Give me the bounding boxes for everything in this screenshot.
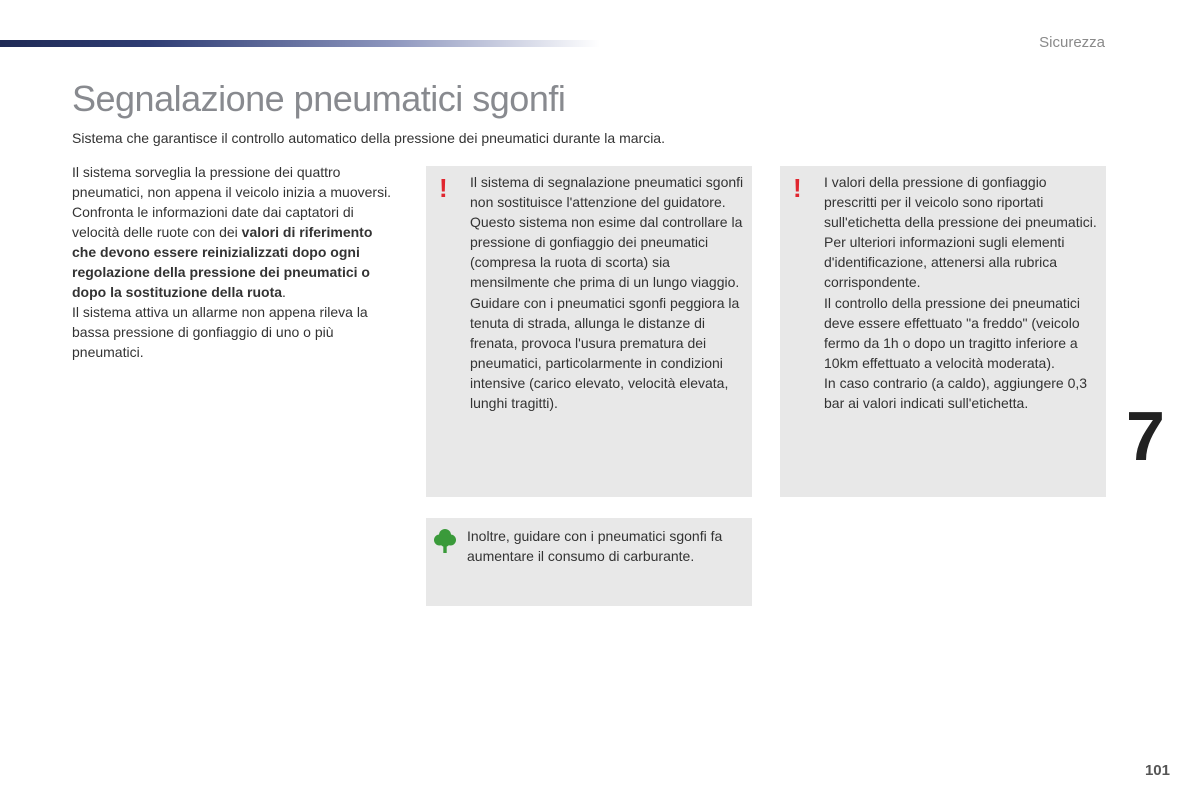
exclamation-icon: ! [439,173,448,203]
header-gradient-bar [0,40,600,47]
warning-text: Il sistema di segnalazione pneumatici sgonfi non sostituisce l'attenzione del guidatore. Questo sistema non esime dal controllare la pressione di gonfiaggio dei pneumatici (compresa la ruota di scorta) sia mensilmente che prima di un lungo viaggio. Guidare con i pneumatici sgonfi peggiora la tenuta di strada, allunga le distanze di frenata, provoca l'usura prematura dei pneumatici, particolarmente in condizioni intensive (carico elevato, velocità elevata, lunghi tragitti). [470,174,744,412]
exclamation-icon: ! [793,173,802,203]
intro-text: Sistema che garantisce il controllo automatico della pressione dei pneumatici durante la marcia. [72,130,665,146]
section-title: Sicurezza [1039,34,1105,51]
paragraph: Confronta le informazioni date dai captatori di velocità delle ruote con dei valori di riferimento che devono essere reinizializzati dopo ogni regolazione della pressione dei pneumatici o dopo la sostituzione della ruota. [72,204,373,300]
paragraph: Il sistema sorveglia la pressione dei quattro pneumatici, non appena il veicolo inizia a muoversi. [72,164,392,200]
tree-icon [434,528,456,554]
warning-text: I valori della pressione di gonfiaggio prescritti per il veicolo sono riportati sull'etichetta della pressione dei pneumatici. Per ulteriori informazioni sugli elementi d'identificazione, attenersi alla rubrica corrispondente. Il controllo della pressione dei pneumatici deve essere effettuato "a freddo" (veicolo fermo da 1h o dopo un tragitto inferiore a 10km effettuato a velocità moderata). In caso contrario (a caldo), aggiungere 0,3 bar ai valori indicati sull'etichetta. [824,174,1097,412]
eco-text: Inoltre, guidare con i pneumatici sgonfi fa aumentare il consumo di carburante. [467,528,723,564]
warning-box [426,166,752,497]
page-title: Segnalazione pneumatici sgonfi [72,78,566,119]
warning-box [780,166,1106,497]
paragraph: Il sistema attiva un allarme non appena rileva la bassa pressione di gonfiaggio di uno o più pneumatici. [72,304,368,360]
bold-text: valori di riferimento che devono essere reinizializzati dopo ogni regolazione della pressione dei pneumatici o dopo la sostituzione della ruota [72,224,373,300]
eco-tip-box [426,518,752,606]
chapter-number: 7 [1126,397,1165,475]
page-number: 101 [1144,762,1170,779]
main-column [72,162,392,362]
